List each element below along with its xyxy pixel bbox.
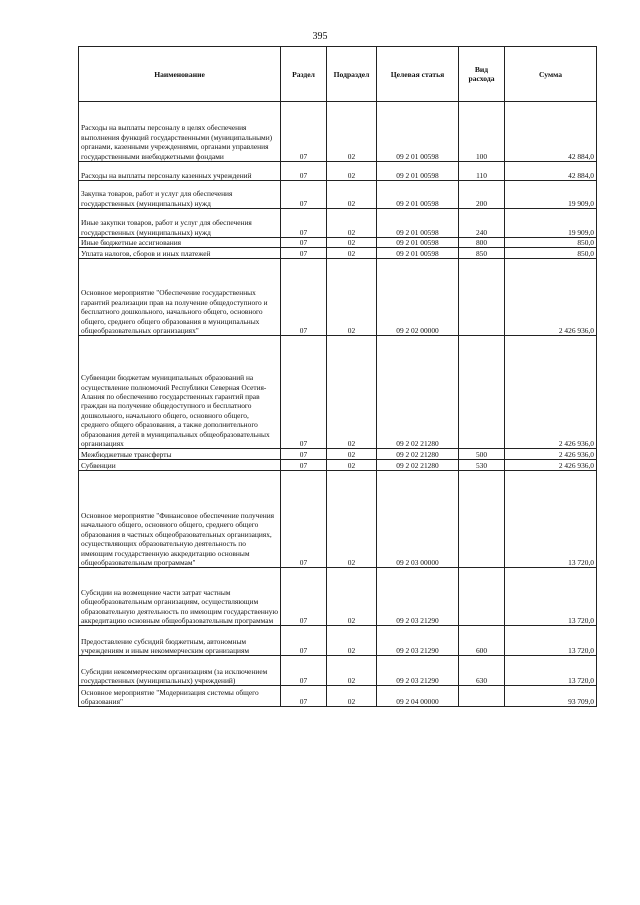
row-subsection: 02 [327, 102, 377, 162]
row-name: Межбюджетные трансферты [79, 449, 281, 460]
row-sum: 93 709,0 [505, 686, 597, 707]
row-name: Основное мероприятие "Модернизация системы общего образования" [79, 686, 281, 707]
table-row [79, 238, 597, 248]
row-target: 09 2 03 21290 [377, 626, 459, 656]
row-sum: 42 884,0 [505, 162, 597, 181]
row-section: 07 [281, 248, 327, 259]
row-target: 09 2 03 00000 [377, 471, 459, 568]
row-expense-type: 100 [459, 102, 505, 162]
table-row [79, 568, 597, 626]
row-subsection: 02 [327, 568, 377, 626]
row-subsection: 02 [327, 449, 377, 460]
row-sum: 2 426 936,0 [505, 336, 597, 449]
row-section: 07 [281, 686, 327, 707]
row-expense-type [459, 686, 505, 707]
table-row [79, 259, 597, 336]
row-target: 09 2 01 00598 [377, 181, 459, 209]
row-subsection: 02 [327, 259, 377, 336]
row-section: 07 [281, 259, 327, 336]
row-sum: 42 884,0 [505, 102, 597, 162]
row-subsection: 02 [327, 626, 377, 656]
table-row [79, 626, 597, 656]
row-target: 09 2 04 00000 [377, 686, 459, 707]
row-name: Иные бюджетные ассигнования [79, 238, 281, 248]
row-section: 07 [281, 449, 327, 460]
table-row [79, 686, 597, 707]
row-sum: 2 426 936,0 [505, 449, 597, 460]
header-expense-type-line1: Вид [474, 65, 489, 74]
page-number: 395 [312, 31, 328, 42]
row-section: 07 [281, 102, 327, 162]
row-sum: 19 909,0 [505, 181, 597, 209]
row-target: 09 2 02 21280 [377, 449, 459, 460]
row-name: Расходы на выплаты персоналу казенных учреждений [79, 162, 281, 181]
row-name: Уплата налогов, сборов и иных платежей [79, 248, 281, 259]
row-expense-type [459, 471, 505, 568]
row-target: 09 2 02 00000 [377, 259, 459, 336]
row-subsection: 02 [327, 460, 377, 471]
row-sum: 19 909,0 [505, 209, 597, 238]
table-row [79, 102, 597, 162]
table-row [79, 209, 597, 238]
row-expense-type: 240 [459, 209, 505, 238]
row-subsection: 02 [327, 209, 377, 238]
table-row [79, 181, 597, 209]
row-target: 09 2 01 00598 [377, 248, 459, 259]
row-sum: 13 720,0 [505, 471, 597, 568]
row-target: 09 2 03 21290 [377, 568, 459, 626]
row-expense-type [459, 259, 505, 336]
table-row [79, 248, 597, 259]
row-expense-type [459, 336, 505, 449]
row-section: 07 [281, 471, 327, 568]
row-section: 07 [281, 460, 327, 471]
row-section: 07 [281, 209, 327, 238]
row-name: Субсидии на возмещение части затрат частным общеобразовательным организациям, осуществляющим образовательную деятельность по имеющим государственную аккредитацию основным общеобразовательным программам [79, 568, 281, 626]
row-sum: 13 720,0 [505, 626, 597, 656]
row-name: Субсидии некоммерческим организациям (за исключением государственных (муниципальных) учреждений) [79, 656, 281, 686]
row-expense-type: 530 [459, 460, 505, 471]
header-sum: Сумма [505, 47, 597, 102]
row-subsection: 02 [327, 248, 377, 259]
row-subsection: 02 [327, 656, 377, 686]
header-subsection: Подраздел [327, 47, 377, 102]
row-section: 07 [281, 626, 327, 656]
row-expense-type: 630 [459, 656, 505, 686]
row-section: 07 [281, 568, 327, 626]
row-sum: 850,0 [505, 238, 597, 248]
table-row [79, 336, 597, 449]
table-row [79, 449, 597, 460]
row-subsection: 02 [327, 686, 377, 707]
table-row [79, 656, 597, 686]
row-name: Иные закупки товаров, работ и услуг для обеспечения государственных (муниципальных) нужд [79, 209, 281, 238]
row-expense-type: 800 [459, 238, 505, 248]
row-subsection: 02 [327, 181, 377, 209]
row-expense-type: 500 [459, 449, 505, 460]
header-target: Целевая статья [377, 47, 459, 102]
row-target: 09 2 01 00598 [377, 162, 459, 181]
row-target: 09 2 01 00598 [377, 102, 459, 162]
table-header-row [79, 47, 597, 102]
header-expense-type-line2: расхода [468, 74, 495, 83]
row-subsection: 02 [327, 238, 377, 248]
row-name: Закупка товаров, работ и услуг для обеспечения государственных (муниципальных) нужд [79, 181, 281, 209]
table-row [79, 471, 597, 568]
row-target: 09 2 02 21280 [377, 460, 459, 471]
header-section: Раздел [281, 47, 327, 102]
row-target: 09 2 02 21280 [377, 336, 459, 449]
row-name: Субвенции бюджетам муниципальных образований на осуществление полномочий Республики Северная Осетия-Алания по обеспечению государственных гарантий прав граждан на получение общедоступного и бесплатного дошкольного, начального общего, основного общего, среднего общего образования, а также дополнительного образования детей в муниципальных общеобразовательных организациях [79, 336, 281, 449]
row-sum: 2 426 936,0 [505, 460, 597, 471]
table-row [79, 162, 597, 181]
row-section: 07 [281, 656, 327, 686]
header-name: Наименование [79, 47, 281, 102]
budget-table [78, 46, 597, 707]
row-expense-type: 110 [459, 162, 505, 181]
row-subsection: 02 [327, 162, 377, 181]
row-name: Основное мероприятие "Финансовое обеспечение получения начального общего, основного общего, среднего общего образования в частных общеобразовательных организациях, осуществляющих образовательную деятельность по имеющим государственную аккредитацию основным общеобразовательным программам" [79, 471, 281, 568]
row-name: Расходы на выплаты персоналу в целях обеспечения выполнения функций государственными (муниципальными) органами, казенными учреждениями, органами управления государственными внебюджетными фондами [79, 102, 281, 162]
header-expense-type [459, 47, 505, 102]
row-sum: 850,0 [505, 248, 597, 259]
row-section: 07 [281, 336, 327, 449]
row-name: Субвенции [79, 460, 281, 471]
row-sum: 2 426 936,0 [505, 259, 597, 336]
row-section: 07 [281, 238, 327, 248]
row-section: 07 [281, 181, 327, 209]
row-expense-type: 600 [459, 626, 505, 656]
row-subsection: 02 [327, 471, 377, 568]
row-target: 09 2 03 21290 [377, 656, 459, 686]
row-name: Основное мероприятие "Обеспечение государственных гарантий реализации прав на получение общедоступного и бесплатного дошкольного, начального общего, основного общего, среднего общего образования в муниципальных общеобразовательных организациях" [79, 259, 281, 336]
row-target: 09 2 01 00598 [377, 238, 459, 248]
row-section: 07 [281, 162, 327, 181]
row-name: Предоставление субсидий бюджетным, автономным учреждениям и иным некоммерческим организациям [79, 626, 281, 656]
row-expense-type: 850 [459, 248, 505, 259]
row-expense-type [459, 568, 505, 626]
row-sum: 13 720,0 [505, 568, 597, 626]
row-expense-type: 200 [459, 181, 505, 209]
row-sum: 13 720,0 [505, 656, 597, 686]
row-subsection: 02 [327, 336, 377, 449]
row-target: 09 2 01 00598 [377, 209, 459, 238]
table-row [79, 460, 597, 471]
